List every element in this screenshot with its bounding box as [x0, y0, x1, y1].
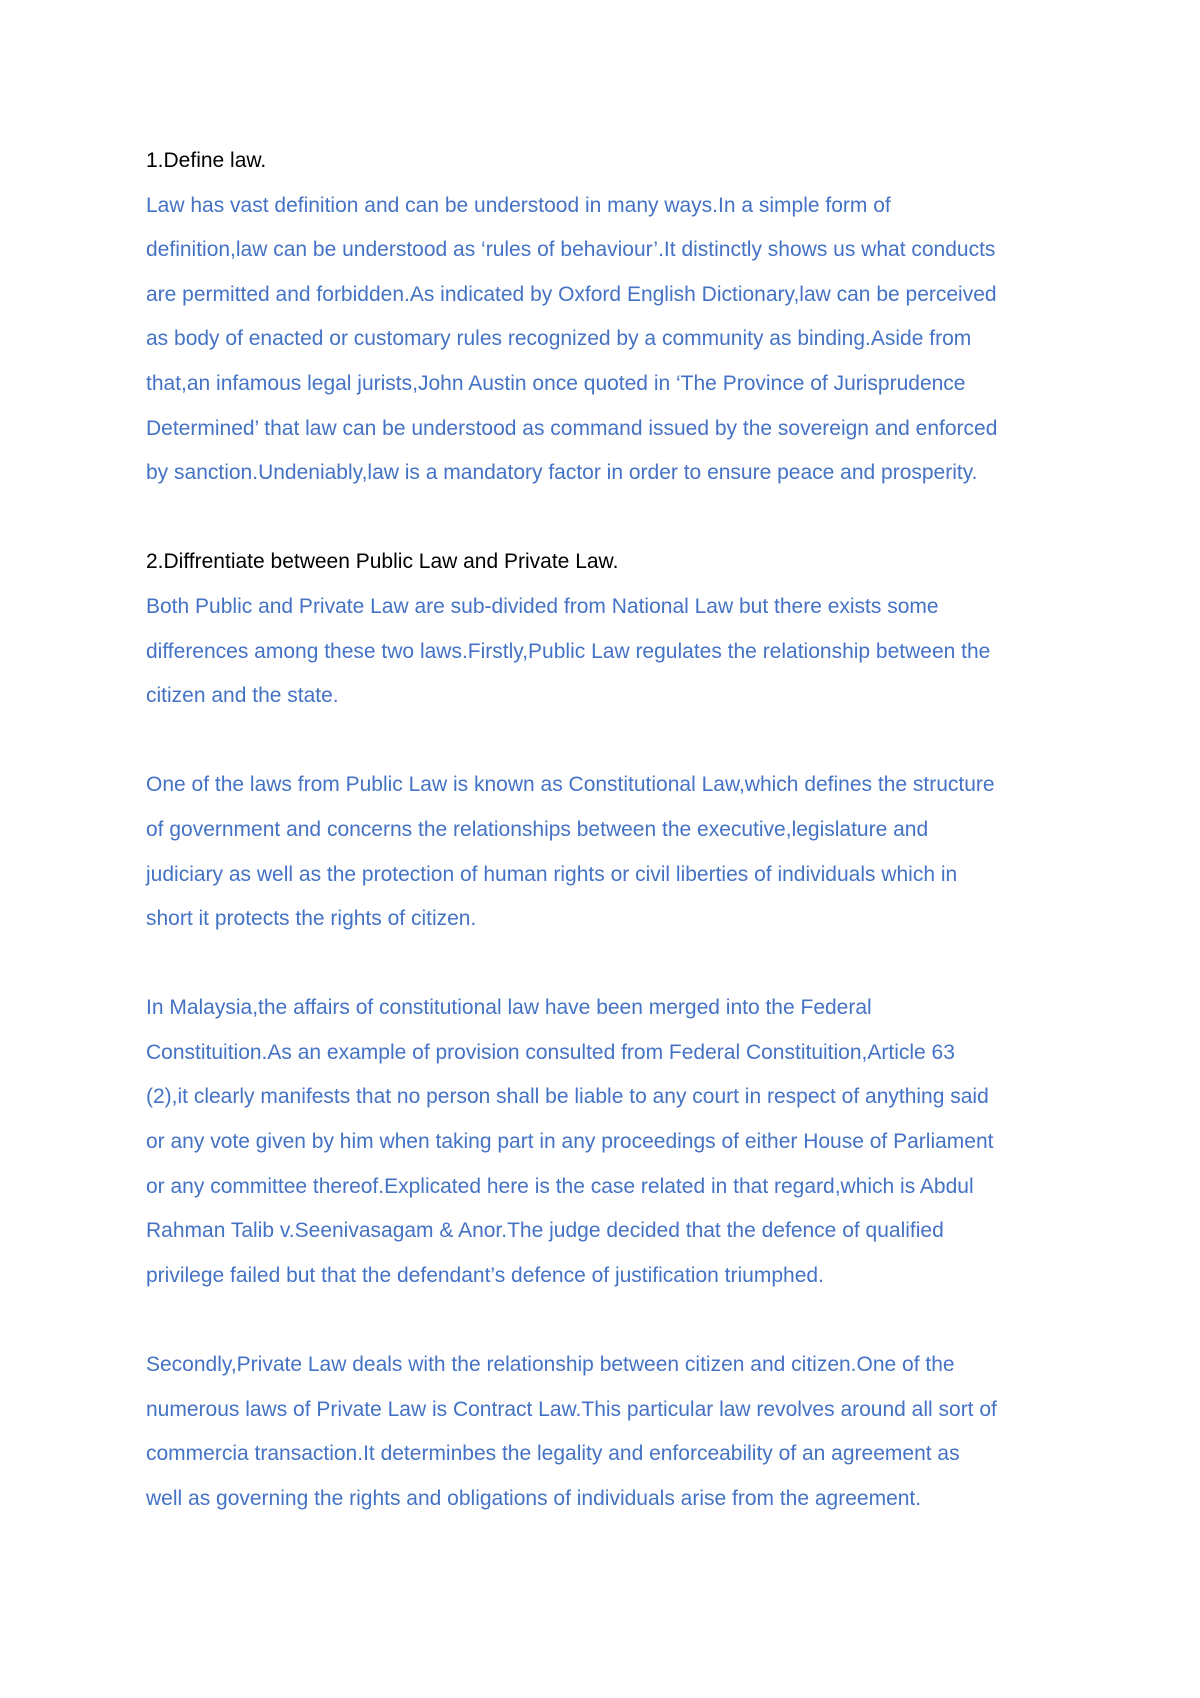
paragraph: [146, 763, 1106, 941]
paragraph: [146, 1343, 1106, 1521]
paragraph-line: that,an infamous legal jurists,John Austin once quoted in ‘The Province of Jurisprudence: [146, 371, 966, 395]
paragraph-line: short it protects the rights of citizen.: [146, 907, 477, 931]
paragraph-line: Rahman Talib v.Seenivasagam & Anor.The judge decided that the defence of qualified: [146, 1219, 944, 1243]
paragraph-line: commercia transaction.It determinbes the legality and enforceability of an agreement as: [146, 1442, 960, 1466]
paragraph-line: are permitted and forbidden.As indicated by Oxford English Dictionary,law can be perceived: [146, 282, 997, 306]
paragraph-line: citizen and the state.: [146, 684, 339, 708]
paragraph-line: (2),it clearly manifests that no person shall be liable to any court in respect of anything said: [146, 1085, 989, 1109]
paragraph-line: as body of enacted or customary rules recognized by a community as binding.Aside from: [146, 327, 972, 351]
blank-line: [146, 496, 1106, 541]
paragraph-line: by sanction.Undeniably,law is a mandatory factor in order to ensure peace and prosperity.: [146, 461, 978, 485]
paragraph-line: One of the laws from Public Law is known as Constitutional Law,which defines the structure: [146, 773, 995, 797]
paragraph: [146, 184, 1106, 496]
paragraph-line: judiciary as well as the protection of human rights or civil liberties of individuals which in: [146, 862, 958, 886]
paragraph: [146, 585, 1106, 719]
paragraph-line: well as governing the rights and obligations of individuals arise from the agreement.: [146, 1486, 922, 1510]
paragraph-line: or any committee thereof.Explicated here is the case related in that regard,which is Abdul: [146, 1174, 974, 1198]
paragraph-line: Both Public and Private Law are sub-divided from National Law but there exists some: [146, 594, 939, 618]
paragraph-line: privilege failed but that the defendant’s defence of justification triumphed.: [146, 1263, 824, 1287]
paragraph: [146, 986, 1106, 1298]
blank-line: [146, 719, 1106, 764]
paragraph-line: numerous laws of Private Law is Contract Law.This particular law revolves around all sort of: [146, 1397, 997, 1421]
section-heading: 1.Define law.: [146, 149, 267, 172]
paragraph-line: In Malaysia,the affairs of constitutional law have been merged into the Federal: [146, 996, 872, 1020]
paragraph-line: of government and concerns the relationships between the executive,legislature and: [146, 817, 929, 841]
paragraph-line: Constituition.As an example of provision consulted from Federal Constituition,Article 63: [146, 1040, 955, 1064]
paragraph-line: Law has vast definition and can be understood in many ways.In a simple form of: [146, 193, 891, 217]
paragraph-line: definition,law can be understood as ‘rules of behaviour’.It distinctly shows us what conducts: [146, 238, 996, 262]
paragraph-line: Secondly,Private Law deals with the relationship between citizen and citizen.One of the: [146, 1353, 955, 1377]
paragraph-line: Determined’ that law can be understood as command issued by the sovereign and enforced: [146, 416, 998, 440]
blank-line: [146, 1298, 1106, 1343]
document-body: [146, 139, 1106, 1521]
paragraph-line: differences among these two laws.Firstly,Public Law regulates the relationship between the: [146, 639, 991, 663]
paragraph-line: or any vote given by him when taking part in any proceedings of either House of Parliament: [146, 1130, 994, 1154]
blank-line: [146, 942, 1106, 987]
section-heading: 2.Diffrentiate between Public Law and Private Law.: [146, 550, 619, 574]
